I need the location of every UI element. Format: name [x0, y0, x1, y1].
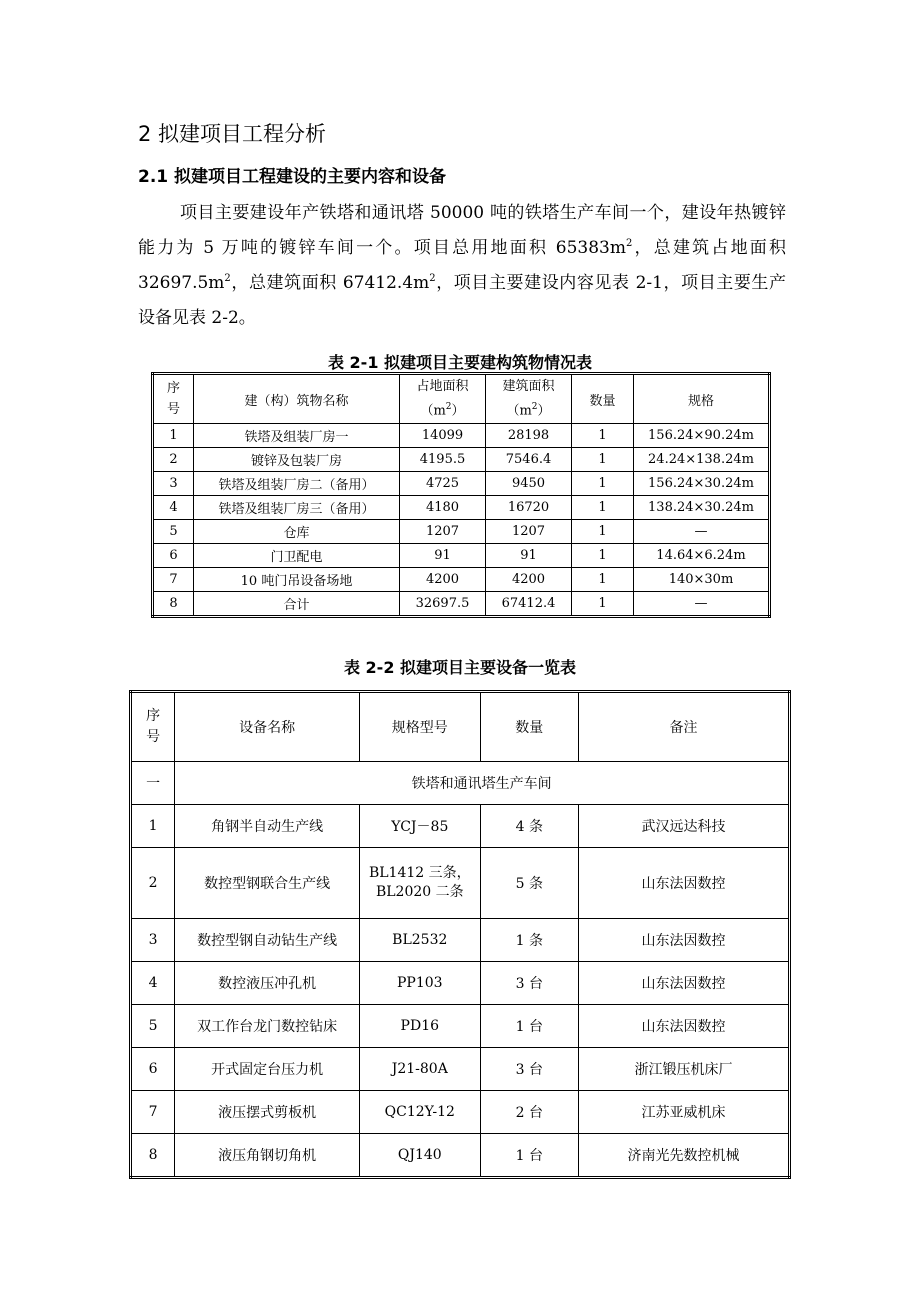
cell-no: 3 [131, 919, 175, 962]
table1-caption: 表 2-1 拟建项目主要建构筑物情况表 [327, 353, 593, 372]
header-qty: 数量 [480, 692, 578, 762]
table-row [131, 1091, 790, 1134]
cell-qty: 1 [572, 520, 634, 544]
cell-build-area: 9450 [486, 472, 572, 496]
cell-qty: 1 [572, 544, 634, 568]
cell-spec: — [634, 520, 770, 544]
intro-sup-2: 2 [224, 273, 231, 284]
cell-note: 山东法因数控 [579, 848, 790, 919]
cell-model: YCJ－85 [360, 805, 481, 848]
cell-build-area: 4200 [486, 568, 572, 592]
table-row [131, 962, 790, 1005]
cell-model: PD16 [360, 1005, 481, 1048]
cell-build-area: 1207 [486, 520, 572, 544]
cell-build-area: 16720 [486, 496, 572, 520]
cell-land-area: 4200 [400, 568, 486, 592]
cell-model: BL1412 三条，BL2020 二条 [360, 848, 481, 919]
cell-name: 门卫配电 [194, 544, 400, 568]
header-land-area: 占地面积 $(m^2)$ [400, 374, 486, 424]
cell-note: 山东法因数控 [579, 1005, 790, 1048]
cell-build-area: 7546.4 [486, 448, 572, 472]
table-row [131, 1048, 790, 1091]
cell-model: PP103 [360, 962, 481, 1005]
table-row [153, 544, 770, 568]
cell-no: 5 [153, 520, 194, 544]
cell-no: 2 [131, 848, 175, 919]
intro-text-3: ，总建筑面积 67412.4m [230, 273, 430, 293]
cell-note: 武汉远达科技 [579, 805, 790, 848]
cell-name: 双工作台龙门数控钻床 [175, 1005, 360, 1048]
header-name: 设备名称 [175, 692, 360, 762]
cell-note: 浙江锻压机床厂 [579, 1048, 790, 1091]
table-row [153, 568, 770, 592]
cell-land-area: 32697.5 [400, 592, 486, 617]
table-row [153, 424, 770, 448]
header-no: 序号 [153, 374, 194, 424]
table-row [131, 1005, 790, 1048]
cell-name: 角钢半自动生产线 [175, 805, 360, 848]
cell-note: 济南光先数控机械 [579, 1134, 790, 1178]
cell-qty: 1 条 [480, 919, 578, 962]
cell-name: 数控型钢联合生产线 [175, 848, 360, 919]
intro-text-2: ，总建筑占地面积 32697.5m [138, 238, 786, 293]
cell-land-area: 4725 [400, 472, 486, 496]
cell-spec: 156.24×90.24m [634, 424, 770, 448]
cell-qty: 3 台 [480, 1048, 578, 1091]
intro-sup-3: 2 [429, 273, 436, 284]
cell-model: J21-80A [360, 1048, 481, 1091]
cell-no: 2 [153, 448, 194, 472]
equipment-table [129, 690, 791, 1179]
cell-build-area: 28198 [486, 424, 572, 448]
cell-note: 山东法因数控 [579, 919, 790, 962]
cell-qty: 1 台 [480, 1005, 578, 1048]
section-row [131, 762, 790, 805]
cell-name: 开式固定台压力机 [175, 1048, 360, 1091]
cell-spec: 138.24×30.24m [634, 496, 770, 520]
cell-name: 铁塔及组装厂房一 [194, 424, 400, 448]
cell-no: 3 [153, 472, 194, 496]
cell-model: QC12Y-12 [360, 1091, 481, 1134]
cell-name: 铁塔及组装厂房三（备用） [194, 496, 400, 520]
cell-no: 8 [153, 592, 194, 617]
table-row [131, 805, 790, 848]
table-row [153, 448, 770, 472]
cell-qty: 3 台 [480, 962, 578, 1005]
cell-qty: 4 条 [480, 805, 578, 848]
header-spec: 规格 [634, 374, 770, 424]
table2-caption: 表 2-2 拟建项目主要设备一览表 [343, 658, 577, 677]
table-row [153, 496, 770, 520]
cell-qty: 1 [572, 568, 634, 592]
cell-land-area: 14099 [400, 424, 486, 448]
cell-model: QJ140 [360, 1134, 481, 1178]
table-row [153, 520, 770, 544]
cell-qty: 5 条 [480, 848, 578, 919]
cell-build-area: 67412.4 [486, 592, 572, 617]
cell-name: 数控液压冲孔机 [175, 962, 360, 1005]
cell-no: 4 [153, 496, 194, 520]
cell-no: 7 [153, 568, 194, 592]
cell-qty: 2 台 [480, 1091, 578, 1134]
table-row [131, 848, 790, 919]
header-note: 备注 [579, 692, 790, 762]
cell-land-area: 1207 [400, 520, 486, 544]
cell-no: 6 [131, 1048, 175, 1091]
section-no: 一 [131, 762, 175, 805]
cell-qty: 1 [572, 472, 634, 496]
cell-no: 5 [131, 1005, 175, 1048]
cell-build-area: 91 [486, 544, 572, 568]
header-model: 规格型号 [360, 692, 481, 762]
cell-no: 1 [131, 805, 175, 848]
cell-note: 江苏亚威机床 [579, 1091, 790, 1134]
cell-name: 镀锌及包装厂房 [194, 448, 400, 472]
header-name: 建（构）筑物名称 [194, 374, 400, 424]
cell-name: 液压角钢切角机 [175, 1134, 360, 1178]
buildings-table [151, 372, 771, 618]
intro-text-4: ，项目主要建设内容见表 2-1，项目主要生产设备见表 2-2。 [138, 273, 787, 328]
section-title-cell: 铁塔和通讯塔生产车间 [175, 762, 790, 805]
cell-no: 4 [131, 962, 175, 1005]
cell-spec: 156.24×30.24m [634, 472, 770, 496]
table-row [131, 919, 790, 962]
table-row [153, 472, 770, 496]
cell-no: 6 [153, 544, 194, 568]
header-build-area: 建筑面积 $(m^2)$ [486, 374, 572, 424]
table-row [153, 592, 770, 617]
header-no: 序号 [131, 692, 175, 762]
cell-spec: — [634, 592, 770, 617]
cell-qty: 1 [572, 448, 634, 472]
intro-paragraph [138, 196, 786, 336]
cell-name: 数控型钢自动钻生产线 [175, 919, 360, 962]
cell-no: 1 [153, 424, 194, 448]
cell-name: 合计 [194, 592, 400, 617]
subsection-title: 2.1 拟建项目工程建设的主要内容和设备 [138, 167, 447, 187]
cell-spec: 24.24×138.24m [634, 448, 770, 472]
intro-text-1: 项目主要建设年产铁塔和通讯塔 50000 吨的铁塔生产车间一个，建设年热镀锌能力为 5 万吨的镀锌车间一个。项目总用地面积 65383m [138, 203, 786, 258]
cell-qty: 1 [572, 424, 634, 448]
cell-land-area: 4195.5 [400, 448, 486, 472]
cell-name: 10 吨门吊设备场地 [194, 568, 400, 592]
cell-qty: 1 [572, 496, 634, 520]
cell-model: BL2532 [360, 919, 481, 962]
cell-name: 仓库 [194, 520, 400, 544]
cell-land-area: 4180 [400, 496, 486, 520]
table-header-row [153, 374, 770, 424]
cell-note: 山东法因数控 [579, 962, 790, 1005]
cell-name: 液压摆式剪板机 [175, 1091, 360, 1134]
cell-no: 8 [131, 1134, 175, 1178]
cell-qty: 1 台 [480, 1134, 578, 1178]
cell-spec: 14.64×6.24m [634, 544, 770, 568]
section-title: 2 拟建项目工程分析 [138, 122, 327, 146]
cell-no: 7 [131, 1091, 175, 1134]
table-header-row [131, 692, 790, 762]
cell-name: 铁塔及组装厂房二（备用） [194, 472, 400, 496]
cell-qty: 1 [572, 592, 634, 617]
intro-sup-1: 2 [625, 238, 633, 249]
cell-land-area: 91 [400, 544, 486, 568]
table-row [131, 1134, 790, 1178]
cell-spec: 140×30m [634, 568, 770, 592]
header-qty: 数量 [572, 374, 634, 424]
